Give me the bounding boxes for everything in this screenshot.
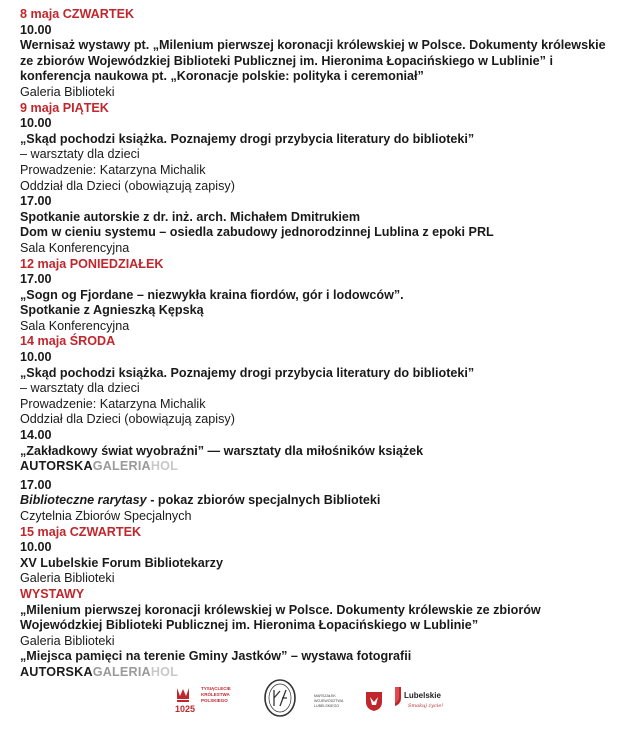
event-subtitle: Dom w cieniu systemu – osiedla zabudowy jednorodzinnej Lublina z epoki PRL (20, 225, 494, 240)
event-title: XV Lubelskie Forum Bibliotekarzy (20, 555, 223, 570)
event-date: 12 maja PONIEDZIAŁEK (20, 256, 164, 271)
event-time: 10.00 (20, 350, 52, 365)
event-time: 10.00 (20, 116, 52, 131)
event-place: Galeria Biblioteki (20, 571, 115, 586)
event-title: Spotkanie autorskie z dr. inż. arch. Michałem Dmitrukiem (20, 209, 361, 224)
event-title-rest: - pokaz zbiorów specjalnych Biblioteki (146, 493, 381, 508)
event-place: Sala Konferencyjna (20, 318, 130, 333)
marshal-line-2: WOJEWÓDZTWA (314, 699, 344, 703)
millennium-caption-2: KRÓLESTWA (201, 692, 230, 697)
lubelskie-logo (392, 684, 448, 716)
partner-logos (0, 676, 619, 726)
event-place: Sala Konferencyjna (20, 240, 130, 255)
program-content (20, 7, 615, 681)
event-subtitle: Spotkanie z Agnieszką Kępską (20, 303, 204, 318)
event-title: „Skąd pochodzi książka. Poznajemy drogi przybycia literatury do biblioteki” (20, 131, 475, 146)
event-title (20, 493, 615, 509)
event-lead: Prowadzenie: Katarzyna Michalik (20, 162, 206, 177)
seal-icon (262, 678, 298, 718)
event-place: Oddział dla Dzieci (obowiązują zapisy) (20, 178, 235, 193)
millennium-year: 1025 (175, 704, 196, 714)
event-place: Galeria Biblioteki (20, 84, 115, 99)
exhibition-place: Galeria Biblioteki (20, 633, 115, 648)
event-title: „Skąd pochodzi książka. Poznajemy drogi przybycia literatury do biblioteki” (20, 365, 475, 380)
event-title-italic: Biblioteczne rarytasy (20, 493, 147, 508)
lubelskie-tagline: Smakuj życie! (408, 703, 444, 709)
event-time: 17.00 (20, 477, 52, 492)
event-note: – warsztaty dla dzieci (20, 381, 140, 396)
lubelskie-icon (392, 684, 448, 716)
lubelskie-name: Lubelskie (404, 691, 441, 700)
event-time: 10.00 (20, 540, 52, 555)
event-title: Wernisaż wystawy pt. „Milenium pierwszej koronacji królewskiej w Polsce. Dokumenty królewskie ze zbiorów Wojewódzkiej Biblioteki Publicznej im. Hieronima Łopacińskiego w Lublinie” i konferencja naukowa pt. „Koronacje polskie: polityka i ceremoniał” (20, 38, 606, 84)
marshal-line-3: LUBELSKIEGO (314, 704, 340, 708)
event-time: 17.00 (20, 194, 52, 209)
library-seal-logo (262, 678, 298, 718)
event-time: 14.00 (20, 428, 52, 443)
marshal-line-1: MARSZAŁEK (314, 694, 336, 698)
event-lead: Prowadzenie: Katarzyna Michalik (20, 396, 206, 411)
event-title-rest: dla miłośników książek (281, 443, 424, 458)
exhibition-title: „Miejsca pamięci na terenie Gminy Jastków” – wystawa fotografii (20, 649, 412, 664)
event-title: „Sogn og Fjordane – niezwykła kraina fiordów, gór i lodowców”. (20, 287, 404, 302)
autorska-galeria-hol-logo: AUTORSKAGALERIAHOL (20, 664, 179, 679)
event-note: – warsztaty dla dzieci (20, 147, 140, 162)
event-title-main: „Zakładkowy świat wyobraźni” — warsztaty (20, 443, 282, 458)
event-time: 10.00 (20, 22, 52, 37)
event-place: Czytelnia Zbiorów Specjalnych (20, 509, 192, 523)
event-date: 15 maja CZWARTEK (20, 524, 142, 539)
autorska-galeria-hol-logo: AUTORSKAGALERIAHOL (20, 459, 179, 474)
millennium-caption-3: POLSKIEGO (201, 698, 228, 703)
event-title (20, 444, 615, 460)
event-time: 17.00 (20, 272, 52, 287)
marshal-emblem-icon (314, 690, 384, 712)
event-date: 8 maja CZWARTEK (20, 7, 135, 21)
exhibition-title: „Milenium pierwszej koronacji królewskiej w Polsce. Dokumenty królewskie ze zbiorów Wojewódzkiej Biblioteki Publicznej im. Hieronima Łopacińskiego w Lublinie” (20, 602, 541, 633)
event-date: 14 maja ŚRODA (20, 334, 116, 349)
event-date: 9 maja PIĄTEK (20, 100, 109, 115)
millennium-caption-1: TYSIĄCLECIE (201, 686, 231, 691)
exhibitions-heading: WYSTAWY (20, 586, 85, 601)
millennium-logo (174, 684, 244, 714)
crown-icon (174, 684, 244, 714)
marshal-logo (314, 690, 384, 712)
event-place: Oddział dla Dzieci (obowiązują zapisy) (20, 412, 235, 427)
